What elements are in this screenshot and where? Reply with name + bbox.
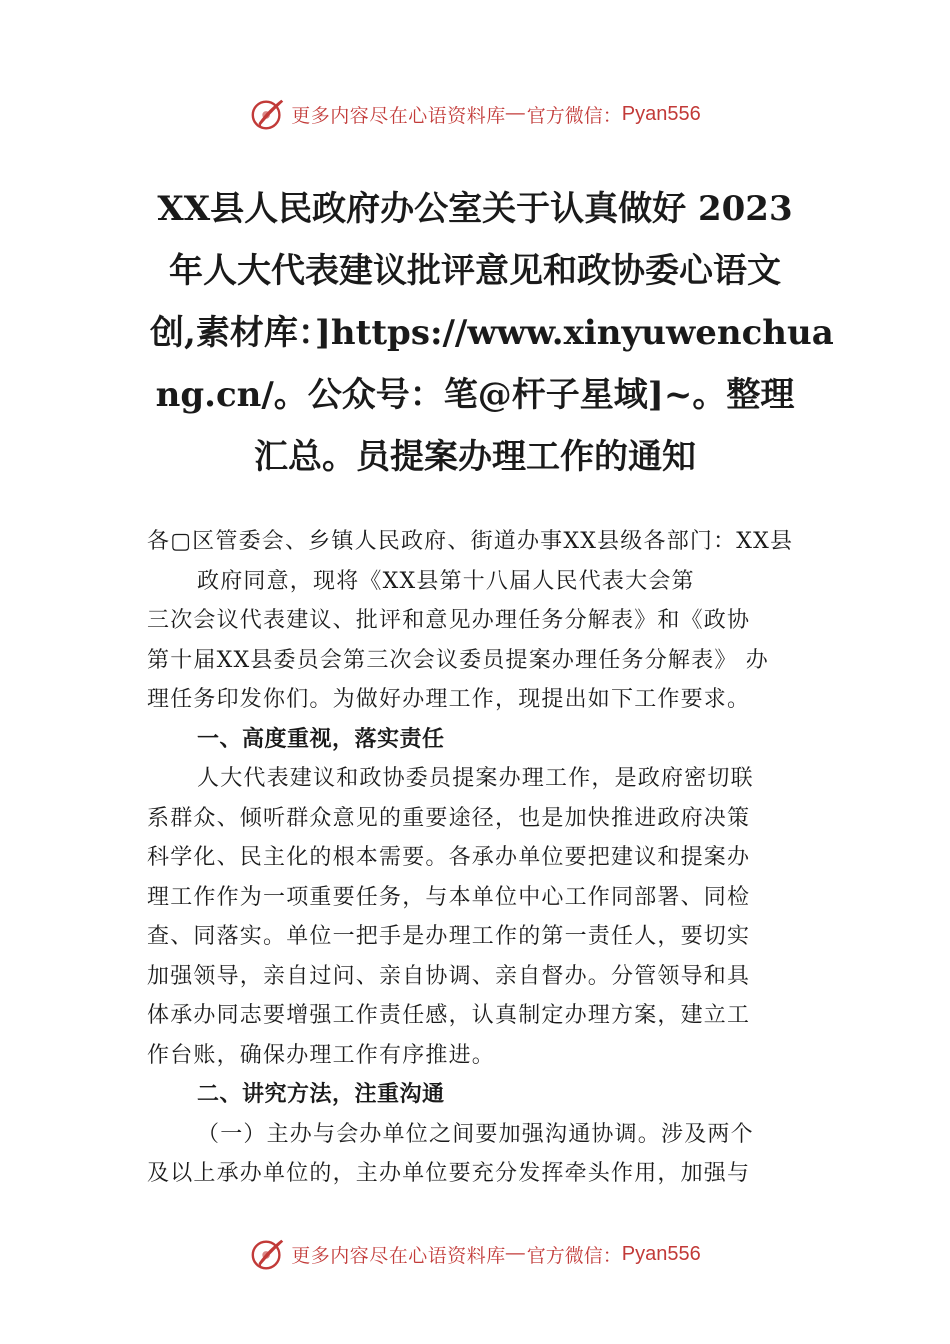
section-heading-2: 二、讲究方法，注重沟通 bbox=[197, 1082, 445, 1107]
document-title bbox=[150, 178, 834, 488]
body-line: 作台账，确保办理工作有序推进。 bbox=[147, 1042, 496, 1068]
banner-wechat-label: 官方微信： bbox=[526, 104, 622, 127]
body-line: 理任务印发你们。为做好办理工作，现提出如下工作要求。 bbox=[147, 687, 751, 712]
banner-separator: — bbox=[505, 1243, 525, 1264]
body-line: （一）主办与会办单位之间要加强沟通协调。涉及两个 bbox=[197, 1121, 754, 1147]
body-line: 加强领导，亲自过问、亲自协调、亲自督办。分管领导和具 bbox=[147, 963, 751, 989]
title-line: 汇总。员提案办理工作的通知 bbox=[254, 437, 696, 477]
banner-separator: — bbox=[505, 103, 525, 124]
body-line: 三次会议代表建议、批评和意见办理任务分解表》和《政协 bbox=[147, 608, 751, 633]
body-line: 各▢区管委会、乡镇人民政府、街道办事XX县级各部门：XX县 bbox=[147, 529, 794, 554]
body-line: 人大代表建议和政协委员提案办理工作，是政府密切联 bbox=[197, 766, 754, 791]
banner-text: 更多内容尽在心语资料库 bbox=[291, 104, 506, 127]
body-line: 体承办同志要增强工作责任感，认真制定办理方案，建立工 bbox=[147, 1003, 751, 1028]
body-line: 第十届XX县委员会第三次会议委员提案办理任务分解表》 办 bbox=[147, 647, 769, 673]
header-banner bbox=[0, 92, 950, 136]
banner-wechat-id: Pyan556 bbox=[621, 1242, 701, 1265]
footer-banner bbox=[0, 1232, 950, 1276]
body-line: 系群众、倾听群众意见的重要途径，也是加快推进政府决策 bbox=[147, 805, 751, 831]
title-line: 年人大代表建议批评意见和政协委心语文 bbox=[169, 251, 781, 291]
document-body bbox=[147, 522, 807, 1194]
brush-logo-icon bbox=[249, 95, 287, 133]
body-line: 科学化、民主化的根本需要。各承办单位要把建议和提案办 bbox=[147, 845, 751, 870]
body-line: 及以上承办单位的，主办单位要充分发挥牵头作用，加强与 bbox=[147, 1161, 751, 1186]
banner-text: 更多内容尽在心语资料库 bbox=[291, 1244, 506, 1267]
title-line: ng.cn/。公众号：笔@杆子星域]~。整理 bbox=[155, 375, 795, 415]
banner-wechat-id: Pyan556 bbox=[621, 102, 701, 125]
body-line: 政府同意，现将《XX县第十八届人民代表大会第 bbox=[197, 568, 695, 594]
banner-wechat-label: 官方微信： bbox=[526, 1244, 622, 1267]
section-heading-1: 一、高度重视，落实责任 bbox=[197, 726, 445, 752]
brush-logo-icon bbox=[249, 1235, 287, 1273]
title-line: XX县人民政府办公室关于认真做好 2023 bbox=[157, 189, 793, 229]
title-line: 创,素材库：]https://www.xinyuwenchua bbox=[150, 313, 834, 353]
body-line: 查、同落实。单位一把手是办理工作的第一责任人，要切实 bbox=[147, 924, 751, 949]
body-line: 理工作作为一项重要任务，与本单位中心工作同部署、同检 bbox=[147, 884, 751, 910]
